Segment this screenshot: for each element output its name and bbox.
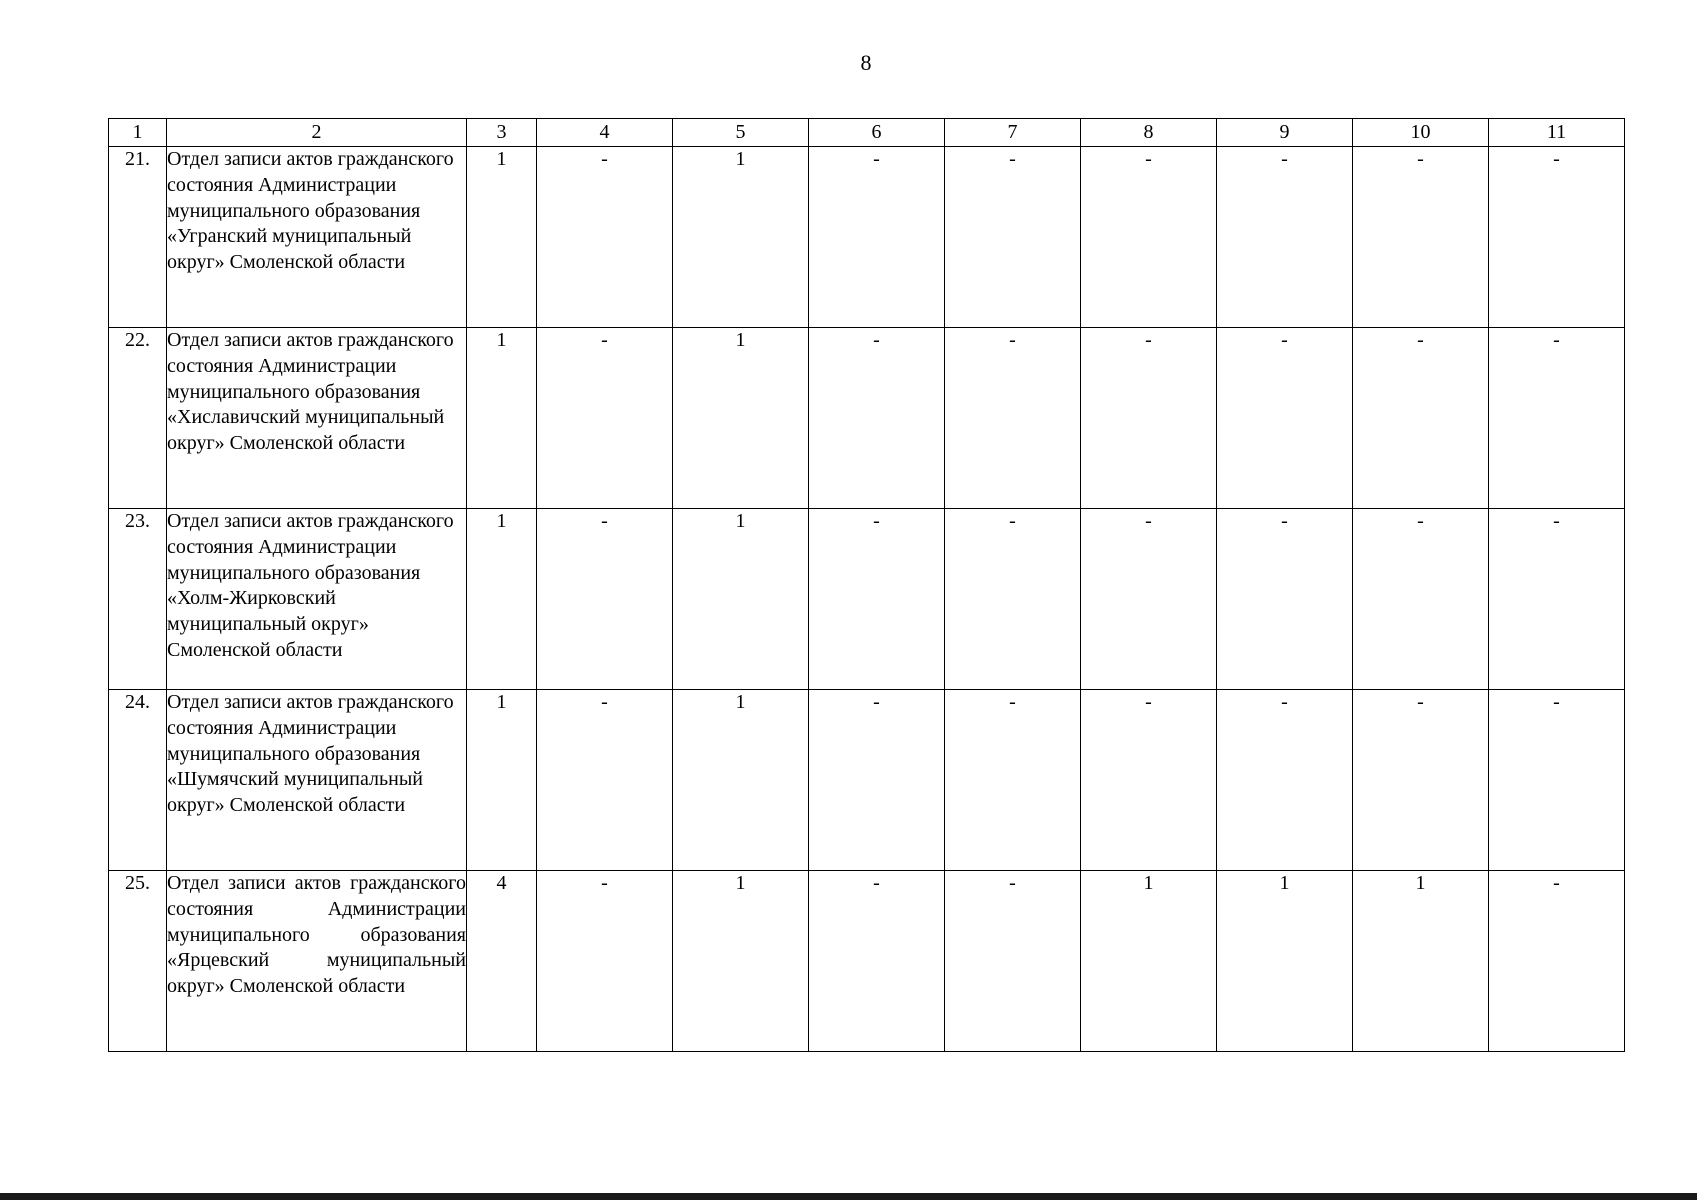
table-cell: - xyxy=(945,690,1081,871)
table-cell: - xyxy=(1353,509,1489,690)
table-cell: - xyxy=(809,328,945,509)
column-header: 6 xyxy=(809,119,945,147)
table-cell: - xyxy=(945,509,1081,690)
column-header: 3 xyxy=(467,119,537,147)
table-cell: - xyxy=(945,147,1081,328)
table-cell: - xyxy=(537,871,673,1052)
table-cell: - xyxy=(945,871,1081,1052)
table-cell: - xyxy=(1217,509,1353,690)
row-name: Отдел записи актов гражданского состояния Администрации муниципального образования «Холм-Жирковский муниципальный округ» Смоленской области xyxy=(167,509,467,690)
table-cell: - xyxy=(1353,690,1489,871)
table-cell: - xyxy=(537,509,673,690)
row-name: Отдел записи актов гражданского состояния Администрации муниципального образования «Ярцевский муниципальный округ» Смоленской области xyxy=(167,871,467,1052)
table-cell: 4 xyxy=(467,871,537,1052)
table-row xyxy=(109,871,1625,1052)
table-cell: - xyxy=(809,690,945,871)
column-header: 2 xyxy=(167,119,467,147)
table-cell: - xyxy=(1489,328,1625,509)
table-cell: - xyxy=(1353,147,1489,328)
column-header: 11 xyxy=(1489,119,1625,147)
column-header: 7 xyxy=(945,119,1081,147)
row-number: 22. xyxy=(109,328,167,509)
table-cell: 1 xyxy=(467,328,537,509)
row-number: 23. xyxy=(109,509,167,690)
data-table xyxy=(108,118,1625,1052)
table-cell: - xyxy=(809,509,945,690)
table-cell: - xyxy=(809,871,945,1052)
row-name: Отдел записи актов гражданского состояния Администрации муниципального образования «Хиславичский муниципальный округ» Смоленской области xyxy=(167,328,467,509)
table-cell: 1 xyxy=(1217,871,1353,1052)
column-header: 1 xyxy=(109,119,167,147)
table-cell: 1 xyxy=(1081,871,1217,1052)
column-header: 9 xyxy=(1217,119,1353,147)
table-cell: - xyxy=(1489,871,1625,1052)
row-name: Отдел записи актов гражданского состояния Администрации муниципального образования «Шумячский муниципальный округ» Смоленской области xyxy=(167,690,467,871)
table-row xyxy=(109,690,1625,871)
column-header: 10 xyxy=(1353,119,1489,147)
table-cell: 1 xyxy=(673,328,809,509)
table-cell: 1 xyxy=(673,147,809,328)
column-header: 5 xyxy=(673,119,809,147)
table-cell: 1 xyxy=(673,509,809,690)
table-cell: - xyxy=(809,147,945,328)
table-cell: - xyxy=(537,147,673,328)
table-cell: 1 xyxy=(467,509,537,690)
header-row xyxy=(109,119,1625,147)
table-cell: - xyxy=(1489,147,1625,328)
table-cell: - xyxy=(537,328,673,509)
table-cell: - xyxy=(1489,509,1625,690)
table-cell: 1 xyxy=(1353,871,1489,1052)
table-cell: - xyxy=(1353,328,1489,509)
table-cell: - xyxy=(1081,690,1217,871)
table-cell: - xyxy=(1081,509,1217,690)
table-cell: - xyxy=(1217,147,1353,328)
row-number: 24. xyxy=(109,690,167,871)
page-number: 8 xyxy=(860,50,872,75)
table-row xyxy=(109,147,1625,328)
table-cell: - xyxy=(1081,147,1217,328)
row-number: 25. xyxy=(109,871,167,1052)
table-cell: - xyxy=(1217,690,1353,871)
column-header: 4 xyxy=(537,119,673,147)
column-header: 8 xyxy=(1081,119,1217,147)
row-number: 21. xyxy=(109,147,167,328)
table-cell: - xyxy=(945,328,1081,509)
table-row xyxy=(109,509,1625,690)
scan-edge-bar xyxy=(0,1193,1697,1200)
table-cell: - xyxy=(1489,690,1625,871)
table-cell: - xyxy=(1081,328,1217,509)
table-cell: - xyxy=(1217,328,1353,509)
table-row xyxy=(109,328,1625,509)
table-cell: 1 xyxy=(467,147,537,328)
table-cell: - xyxy=(537,690,673,871)
table-cell: 1 xyxy=(673,871,809,1052)
table-cell: 1 xyxy=(673,690,809,871)
row-name: Отдел записи актов гражданского состояния Администрации муниципального образования «Угранский муниципальный округ» Смоленской области xyxy=(167,147,467,328)
table-cell: 1 xyxy=(467,690,537,871)
